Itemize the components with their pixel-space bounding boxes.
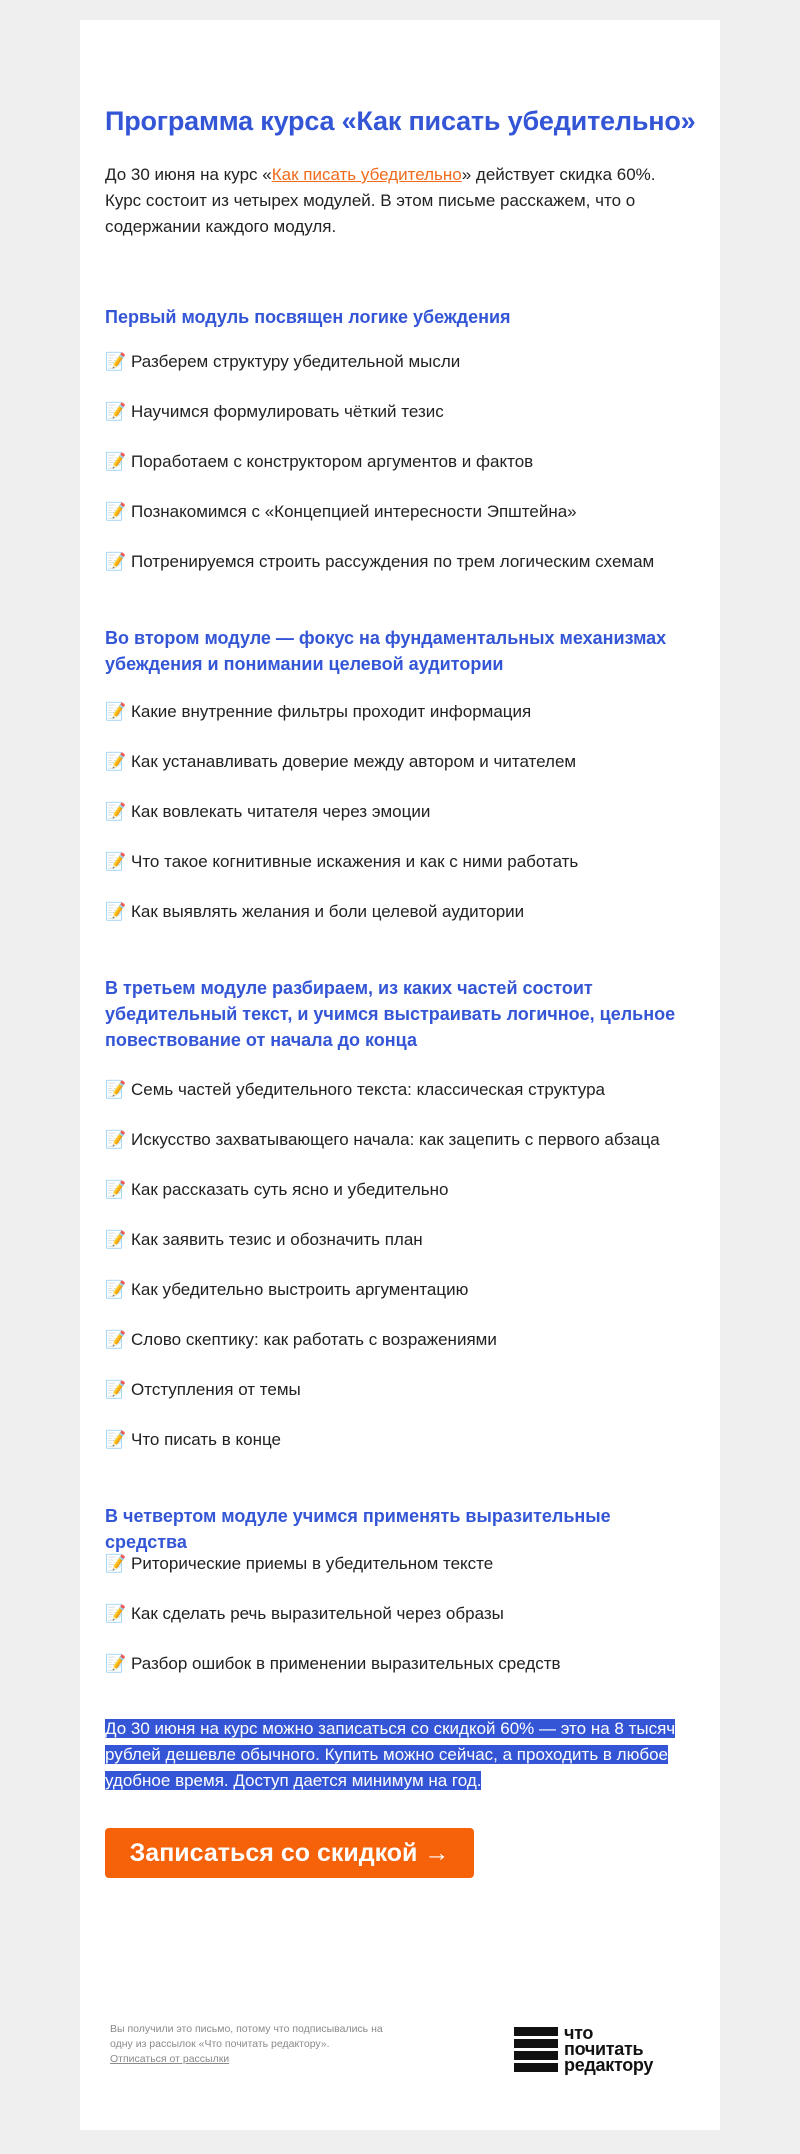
- list-item-text: Поработаем с конструктором аргументов и фактов: [131, 452, 534, 471]
- list-item: [105, 350, 695, 374]
- memo-icon: 📝: [105, 1130, 127, 1149]
- page-title: Программа курса «Как писать убедительно»: [105, 106, 696, 136]
- memo-icon: 📝: [105, 752, 127, 771]
- list-item-text: Слово скептику: как работать с возражениями: [131, 1330, 497, 1349]
- list-item: [105, 450, 695, 474]
- signup-discount-button[interactable]: Записаться со скидкой →: [105, 1828, 474, 1878]
- list-item: [105, 700, 695, 724]
- memo-icon: 📝: [105, 1180, 127, 1199]
- footer-notice: [110, 2022, 400, 2067]
- list-item: [105, 550, 695, 574]
- list-item-text: Как выявлять желания и боли целевой аудитории: [131, 902, 525, 921]
- memo-icon: 📝: [105, 1080, 127, 1099]
- memo-icon: 📝: [105, 1604, 127, 1623]
- memo-icon: 📝: [105, 502, 127, 521]
- list-item-text: Искусство захватывающего начала: как зацепить с первого абзаца: [131, 1130, 660, 1149]
- logo-bars-icon: [514, 2027, 558, 2071]
- memo-icon: 📝: [105, 1380, 127, 1399]
- list-item: [105, 1652, 695, 1676]
- unsubscribe-link[interactable]: Отписаться от рассылки: [110, 2053, 230, 2065]
- memo-icon: 📝: [105, 1280, 127, 1299]
- logo-line-1: что: [564, 2023, 594, 2043]
- memo-icon: 📝: [105, 352, 127, 371]
- memo-icon: 📝: [105, 402, 127, 421]
- memo-icon: 📝: [105, 852, 127, 871]
- list-item-text: Как заявить тезис и обозначить план: [131, 1230, 423, 1249]
- list-item: [105, 1602, 695, 1626]
- list-item: [105, 1278, 695, 1302]
- list-item-text: Какие внутренние фильтры проходит информация: [131, 702, 532, 721]
- intro-text-after: » действует скидка 60%. Курс состоит из четырех модулей. В этом письме расскажем, что о содержании каждого модуля.: [105, 165, 656, 236]
- intro-text-before: До 30 июня на курс «: [105, 165, 272, 184]
- list-item: [105, 1228, 695, 1252]
- memo-icon: 📝: [105, 702, 127, 721]
- email-card: [80, 20, 720, 2130]
- memo-icon: 📝: [105, 552, 127, 571]
- list-item: [105, 1178, 695, 1202]
- list-item-text: Разбор ошибок в применении выразительных средств: [131, 1654, 561, 1673]
- list-item: [105, 1378, 695, 1402]
- list-item-text: Разберем структуру убедительной мысли: [131, 352, 461, 371]
- list-item-text: Потренируемся строить рассуждения по трем логическим схемам: [131, 552, 655, 571]
- memo-icon: 📝: [105, 902, 127, 921]
- list-item: [105, 1552, 695, 1576]
- memo-icon: 📝: [105, 802, 127, 821]
- module-1-heading: Первый модуль посвящен логике убеждения: [105, 307, 511, 327]
- promo-paragraph: [105, 1716, 695, 1794]
- memo-icon: 📝: [105, 1430, 127, 1449]
- list-item-text: Риторические приемы в убедительном тексте: [131, 1554, 494, 1573]
- list-item: [105, 1428, 695, 1452]
- list-item: [105, 400, 695, 424]
- list-item-text: Семь частей убедительного текста: классическая структура: [131, 1080, 605, 1099]
- list-item-text: Как рассказать суть ясно и убедительно: [131, 1180, 449, 1199]
- memo-icon: 📝: [105, 1230, 127, 1249]
- memo-icon: 📝: [105, 1554, 127, 1573]
- logo-line-3: редактору: [564, 2055, 654, 2075]
- memo-icon: 📝: [105, 452, 127, 471]
- list-item: [105, 1128, 695, 1152]
- course-link[interactable]: Как писать убедительно: [271, 165, 462, 184]
- list-item: [105, 800, 695, 824]
- module-2-heading: Во втором модуле — фокус на фундаментальных механизмах убеждения и понимании целевой аудитории: [105, 628, 667, 674]
- list-item-text: Познакомимся с «Концепцией интересности Эпштейна»: [131, 502, 577, 521]
- logo-wordmark: [564, 2025, 653, 2073]
- intro-paragraph: [105, 162, 695, 240]
- promo-highlighted-text[interactable]: До 30 июня на курс можно записаться со скидкой 60% — это на 8 тысяч рублей дешевле обычного. Купить можно сейчас, а проходить в любое удобное время. Доступ дается минимум на год.: [105, 1719, 676, 1790]
- list-item-text: Научимся формулировать чёткий тезис: [131, 402, 444, 421]
- module-3-heading: В третьем модуле разбираем, из каких частей состоит убедительный текст, и учимся выстраивать логичное, цельное повествование от начала до конца: [105, 978, 676, 1050]
- memo-icon: 📝: [105, 1654, 127, 1673]
- list-item: [105, 1328, 695, 1352]
- memo-icon: 📝: [105, 1330, 127, 1349]
- list-item-text: Что писать в конце: [131, 1430, 281, 1449]
- list-item: [105, 500, 695, 524]
- footer-notice-text: Вы получили это письмо, потому что подписывались на одну из рассылок «Что почитать редактору».: [110, 2023, 383, 2050]
- module-4-heading: В четвертом модуле учимся применять выразительные средства: [105, 1506, 611, 1552]
- list-item-text: Как устанавливать доверие между автором и читателем: [131, 752, 577, 771]
- list-item-text: Как убедительно выстроить аргументацию: [131, 1280, 469, 1299]
- list-item: [105, 750, 695, 774]
- list-item-text: Что такое когнитивные искажения и как с ними работать: [131, 852, 579, 871]
- list-item: [105, 900, 695, 924]
- list-item-text: Отступления от темы: [131, 1380, 301, 1399]
- list-item: [105, 850, 695, 874]
- logo-line-2: почитать: [564, 2039, 644, 2059]
- list-item-text: Как сделать речь выразительной через образы: [131, 1604, 504, 1623]
- list-item-text: Как вовлекать читателя через эмоции: [131, 802, 431, 821]
- list-item: [105, 1078, 695, 1102]
- brand-logo[interactable]: [514, 2025, 694, 2080]
